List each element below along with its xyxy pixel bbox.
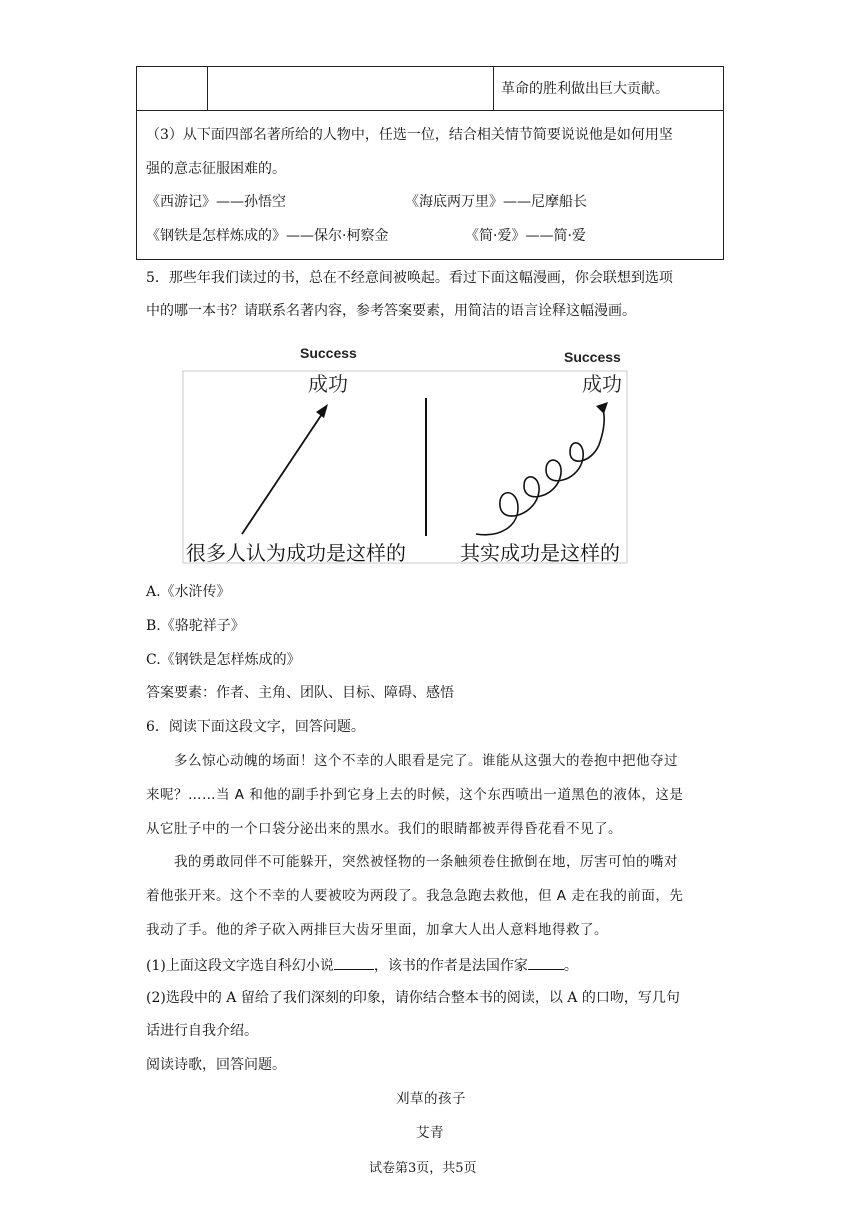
loopy-path: [476, 408, 604, 535]
poem-intro: 阅读诗歌，回答问题。: [146, 1057, 286, 1073]
passage-line-5: 着他张开来。这个不幸的人要被咬为两段了。我急急跑去救他，但 A 走在我的前面，先: [146, 888, 684, 904]
poem-title: 刈草的孩子: [396, 1091, 466, 1107]
q3-option-4: 《简·爱》——简·爱: [465, 228, 586, 244]
q5-prompt-line1: 5．那些年我们读过的书，总在不经意间被唤起。看过下面这幅漫画，你会联想到选项: [146, 270, 673, 286]
right-success-en: Success: [564, 349, 621, 365]
author-blank[interactable]: [528, 955, 564, 970]
poem-author: 艾青: [416, 1125, 444, 1141]
q6-title: 6．阅读下面这段文字，回答问题。: [146, 719, 365, 735]
table-cell-text: 革命的胜利做出巨大贡献。: [501, 81, 669, 97]
straight-arrow-head: [316, 404, 328, 418]
choice-c: C.《钢铁是怎样炼成的》: [146, 652, 301, 668]
table-col-divider-1: [207, 66, 208, 110]
left-success-cn: 成功: [308, 372, 348, 396]
choice-b: B.《骆驼祥子》: [146, 618, 245, 634]
table-row-divider: [136, 110, 724, 111]
q6-sub2-line1: (2)选段中的 A 留给了我们深刻的印象，请你结合整本书的阅读，以 A 的口吻，写几句: [146, 990, 680, 1006]
straight-arrow: [242, 408, 326, 534]
answer-elements: 答案要素：作者、主角、团队、目标、障碍、感悟: [146, 685, 454, 701]
q6-sub2-line2: 话进行自我介绍。: [146, 1023, 258, 1039]
right-success-cn: 成功: [582, 372, 622, 396]
table-col-divider-2: [493, 66, 494, 110]
q6-sub1-text-c: 。: [563, 958, 578, 974]
left-caption: 很多人认为成功是这样的: [186, 541, 406, 565]
q3-prompt-line2: 强的意志征服困难的。: [146, 161, 286, 177]
passage-line-6: 我动了手。他的斧子砍入两排巨大齿牙里面，加拿大人出人意料地得救了。: [146, 922, 608, 938]
passage-line-4: 我的勇敢同伴不可能躲开，突然被怪物的一条触须卷住掀倒在地，厉害可怕的嘴对: [174, 854, 678, 870]
passage-line-3: 从它肚子中的一个口袋分泌出来的黑水。我们的眼睛都被弄得昏花看不见了。: [146, 821, 622, 837]
choice-a: A.《水浒传》: [146, 584, 231, 600]
success-cartoon: [180, 338, 632, 568]
q3-prompt-line1: （3）从下面四部名著所给的人物中，任选一位，结合相关情节简要说说他是如何用坚: [146, 127, 673, 143]
page-footer: 试卷第3页，共5页: [369, 1161, 477, 1176]
q6-sub1: [146, 955, 578, 975]
q5-prompt-line2: 中的哪一本书？请联系名著内容，参考答案要素，用简洁的语言诠释这幅漫画。: [146, 303, 636, 319]
q3-option-3: 《钢铁是怎样炼成的》——保尔·柯察金: [146, 228, 389, 244]
left-success-en: Success: [300, 345, 357, 361]
passage-line-1: 多么惊心动魄的场面！这个不幸的人眼看是完了。谁能从这强大的卷抱中把他夺过: [174, 753, 678, 769]
right-caption: 其实成功是这样的: [460, 541, 620, 565]
q6-sub1-text-a: (1)上面这段文字选自科幻小说: [146, 958, 334, 974]
q3-option-1: 《西游记》——孙悟空: [146, 194, 286, 210]
q6-sub1-text-b: ，该书的作者是法国作家: [373, 958, 528, 974]
loopy-arrow-head: [596, 402, 608, 414]
q3-option-2: 《海底两万里》——尼摩船长: [405, 194, 587, 210]
passage-line-2: 来呢？……当 A 和他的副手扑到它身上去的时候，这个东西喷出一道黑色的液体，这是: [146, 787, 684, 803]
novel-title-blank[interactable]: [334, 955, 374, 970]
